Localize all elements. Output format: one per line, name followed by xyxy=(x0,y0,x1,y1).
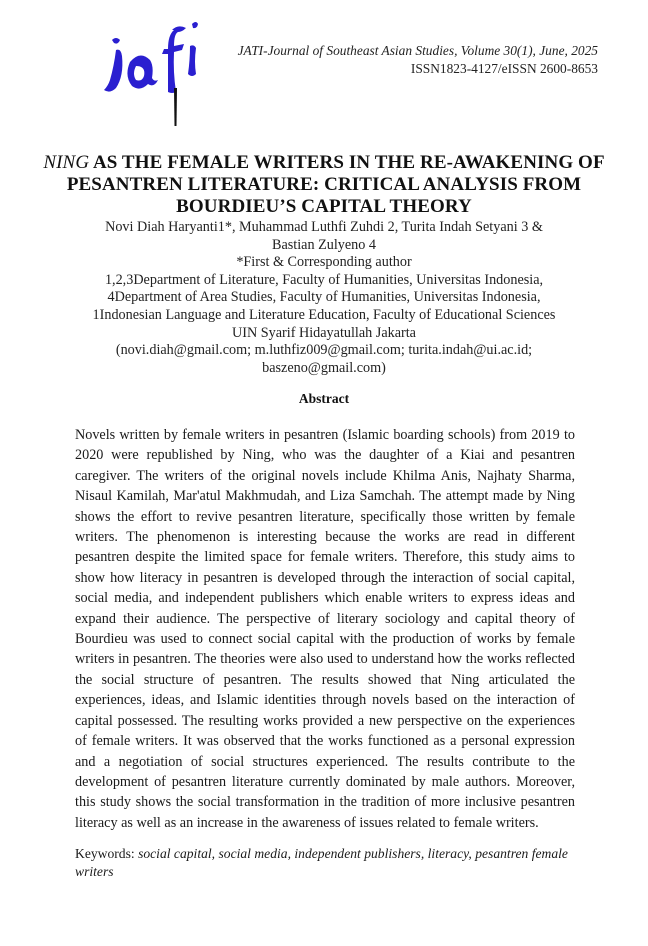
keywords-list: social capital, social media, independent publishers, literacy, pesantren female writers xyxy=(75,846,568,879)
jafi-logo-icon xyxy=(100,10,210,130)
abstract-body: Novels written by female writers in pesantren (Islamic boarding schools) from 2019 to 2020 were republished by Ning, who was the daughter of a Kiai and pesantren caregiver. The writers of the original novels include Khilma Anis, Najhaty Sharma, Nisaul Kamilah, Mar'atul Makhmudah, and Liza Samchah. The attempt made by Ning shows the effort to revive pesantren literature, specifically those written by female writers. The phenomenon is interesting because the works are read in different pesantren despite the limited space for female writers. Therefore, this study aims to show how literacy in pesantren is developed through the interaction of social capital, social media, and independent publishers which enable writers to express ideas and expand their audience. The perspective of literary sociology and capital theory of Bourdieu was used to connect social capital with the production of works by female writers in pesantren. The theories were also used to understand how the works reflected the social structure of pesantren. The results showed that Ning articulated the experiences, ideas, and Islamic identities through novels based on the interaction of capital possessed. The resulting works provided a new perspective on the experiences of female writers. It was observed that the works functioned as a personal expression and a negotiation of social structures experienced. The results contribute to the development of pesantren literature currently dominated by male authors. Moreover, this study shows the social transformation in the tradition of more inclusive pesantren literacy as well as an increase in the awareness of issues related to female writers. xyxy=(75,427,575,831)
keywords xyxy=(75,845,575,881)
journal-logo xyxy=(100,10,210,130)
paper-title xyxy=(40,152,608,218)
affiliation: 1Indonesian Language and Literature Education, Faculty of Educational Sciences xyxy=(92,306,556,323)
author-emails: (novi.diah@gmail.com; m.luthfiz009@gmail.com; turita.indah@ui.ac.id; xyxy=(115,342,533,359)
author-names-line: Bastian Zulyeno 4 xyxy=(271,236,377,253)
journal-header xyxy=(238,42,598,78)
author-block xyxy=(30,219,618,377)
title-italic-word: NING xyxy=(43,152,90,173)
issn: ISSN1823-4127/eISSN 2600-8653 xyxy=(410,61,598,76)
title-rest: AS THE FEMALE WRITERS IN THE RE-AWAKENING OF PESANTREN LITERATURE: CRITICAL ANALYSIS FROM BOURDIEU’S CAPITAL THEORY xyxy=(66,152,605,217)
affiliation: 1,2,3Department of Literature, Faculty of Humanities, Universitas Indonesia, xyxy=(104,271,544,288)
author-emails: baszeno@gmail.com) xyxy=(262,359,386,376)
keywords-label: Keywords: xyxy=(75,846,139,861)
affiliation: 4Department of Area Studies, Faculty of Humanities, Universitas Indonesia, xyxy=(107,289,541,306)
corresponding-note: *First & Corresponding author xyxy=(236,254,412,271)
affiliation: UIN Syarif Hidayatullah Jakarta xyxy=(232,324,416,341)
abstract-heading: Abstract xyxy=(298,391,350,406)
journal-name: JATI-Journal of Southeast Asian Studies, Volume 30(1), June, 2025 xyxy=(237,43,598,58)
author-names-line: Novi Diah Haryanti1*, Muhammad Luthfi Zuhdi 2, Turita Indah Setyani 3 & xyxy=(105,219,543,235)
